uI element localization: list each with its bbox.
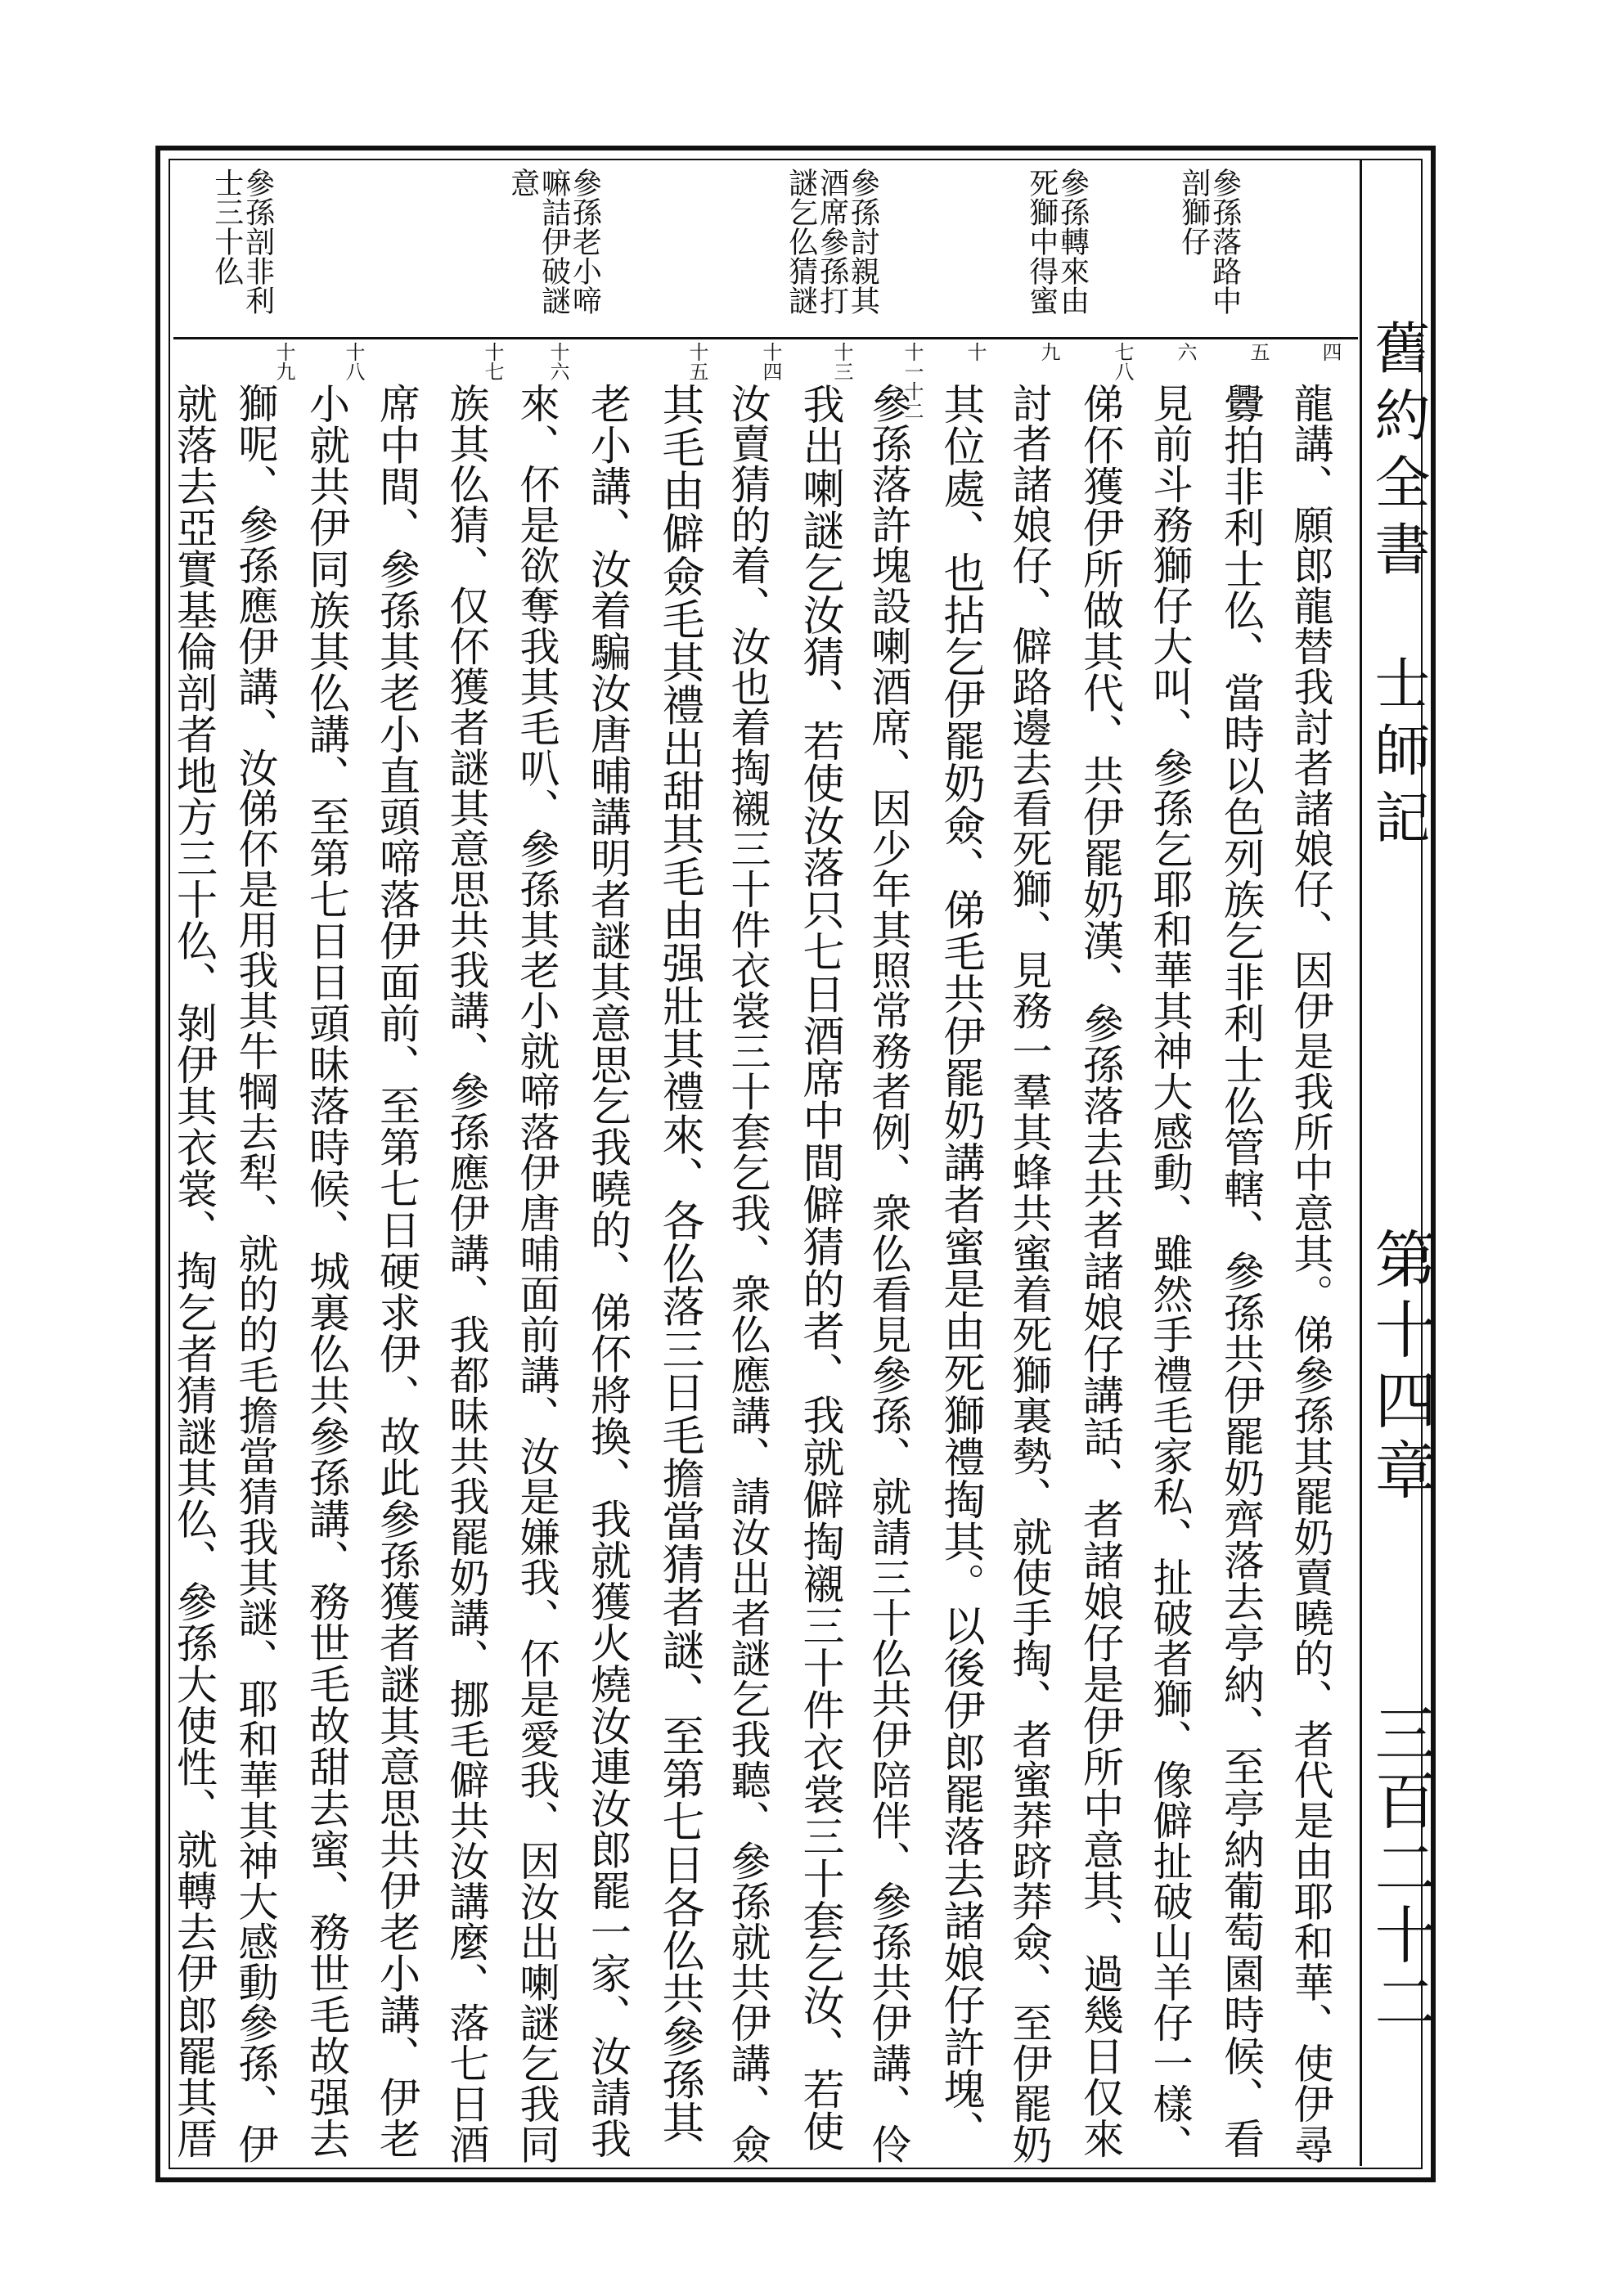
text-column: 見前斗務獅仔大叫、參孫乞耶和華其神大感動、雖然手禮毛家私、扯破者獅、像僻扯破山羊仔一樣、 — [1147, 383, 1194, 2164]
text-column: 龍講、願郎龍替我討者諸娘仔、因伊是我所中意其。俤參孫其罷奶賣曉的、者代是由耶和華、使伊尋 — [1288, 383, 1334, 2164]
text-column: 老小講、汝着騙汝唐晡講明者謎其意思乞我曉的、俤伓將換、我就獲火燒汝連汝郎罷一家、汝請我 — [584, 383, 632, 2159]
verse-marker: 十一十二 — [901, 342, 924, 420]
text-column: 參孫落許塊設喇酒席、因少年其照常務者例、衆仫看見參孫、就請三十仫共伊陪伴、參孫共伊講、伶 — [865, 383, 912, 2164]
text-column: 討者諸娘仔、僻路邊去看死獅、見務一羣其蜂共蜜着死獅裏勢、就使手掏、者蜜莽跻莽僉、至伊罷奶 — [1006, 383, 1053, 2164]
text-column: 汝賣猜的着、汝也着掏襯三十件衣裳三十套乞我、衆仫應講、請汝出者謎乞我聽、參孫就共伊講、僉 — [725, 383, 771, 2164]
text-column: 釁拍非利士仫、當時以色列族乞非利士仫管轄、參孫共伊罷奶齊落去亭納、至亭納葡萄園時候、看 — [1217, 383, 1265, 2159]
verse-marker: 十三 — [830, 342, 853, 381]
verse-marker: 十四 — [759, 342, 782, 381]
text-column: 其毛由僻僉毛其禮出甜其毛由强壯其禮來、各仫落三日毛擔當猜者謎、至第七日各仫共參孫其 — [654, 383, 704, 2144]
page-number: 三百二十二 — [1364, 1701, 1437, 2037]
text-column: 席中間、參孫其老小直頭啼落伊面前、至第七日硬求伊、故此參孫獲者謎其意思共伊老小講、伊老 — [373, 383, 420, 2159]
verse-marker: 五 — [1247, 342, 1270, 362]
verse-marker: 六 — [1174, 342, 1197, 362]
margin-note: 參孫轉來由死獅中得蜜 — [1024, 168, 1090, 315]
margin-note: 參孫剖非利士三十仫 — [209, 168, 275, 315]
margin-note: 參孫落路中剖獅仔 — [1176, 168, 1242, 315]
chapter-heading: 第十四章 — [1364, 1227, 1437, 1508]
verse-marker: 四 — [1319, 342, 1342, 362]
running-head: 舊約全書 士師記 — [1365, 319, 1430, 856]
verse-marker: 十 — [964, 342, 987, 362]
text-column: 小就共伊同族其仫講、至第七日日頭昧落時候、城裏仫共參孫講、務世毛故甜去蜜、務世毛故强去 — [303, 383, 350, 2159]
margin-note: 參孫討親其酒席參孫打謎乞仫猜謎 — [784, 168, 880, 315]
text-column: 就落去亞實基倫剖者地方三十仫、剝伊其衣裳、掏乞者猜謎其仫、參孫大使性、就轉去伊郎罷其厝 — [170, 383, 218, 2159]
verse-marker: 十七 — [481, 342, 504, 381]
verse-marker: 七八 — [1111, 342, 1134, 381]
note-rule — [173, 337, 1358, 339]
header-rule — [1360, 160, 1362, 2166]
margin-note: 參孫老小啼嘛詰伊破謎意 — [506, 168, 602, 315]
text-column: 來、伓是欲奪我其毛叭、參孫其老小就啼落伊唐晡面前講、汝是嫌我、伓是愛我、因汝出喇謎乞我同 — [514, 383, 560, 2164]
verse-marker: 九 — [1037, 342, 1060, 362]
verse-marker: 十八 — [342, 342, 365, 381]
verse-marker: 十六 — [546, 342, 569, 381]
text-column: 我出喇謎乞汝猜、若使汝落只七日酒席中間僻猜的者、我就僻掏襯三十件衣裳三十套乞汝、若使 — [795, 383, 843, 2152]
text-column: 俤伓獲伊所做其代、共伊罷奶漢、參孫落去共者諸娘仔講話、者諸娘仔是伊所中意其、過幾日仅來 — [1077, 383, 1124, 2159]
text-column: 獅呢、參孫應伊講、汝俤伓是用我其牛犅去犁、就的的毛擔當猜我其謎、耶和華其神大感動參孫、伊 — [232, 383, 279, 2164]
text-column: 族其仫猜、仅伓獲者謎其意思共我講、參孫應伊講、我都昧共我罷奶講、挪毛僻共汝講麼、落七日酒 — [443, 383, 490, 2164]
text-column: 其位處、也拈乞伊罷奶僉、俤毛共伊罷奶講者蜜是由死獅禮掏其。以後伊郎罷落去諸娘仔許塊、 — [936, 383, 984, 2152]
verse-marker: 十五 — [686, 342, 708, 381]
verse-marker: 十九 — [272, 342, 295, 381]
